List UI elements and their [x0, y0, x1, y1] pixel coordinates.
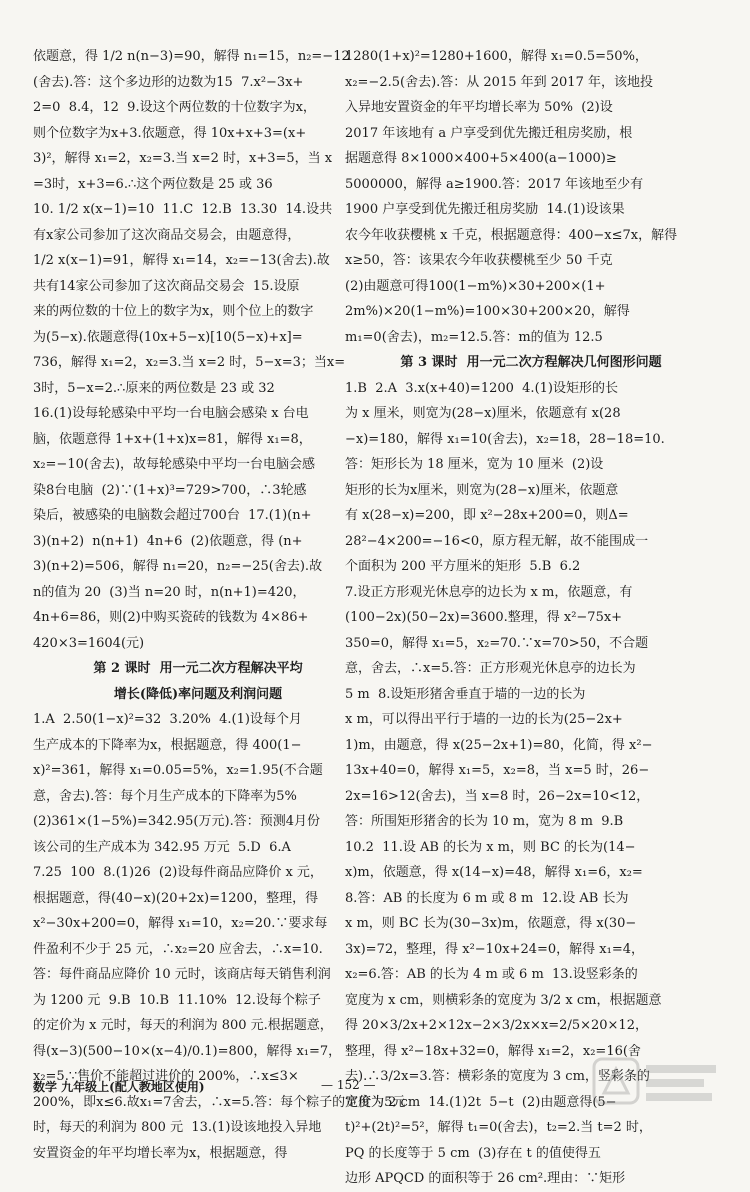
text-line: 得(x−3)(500−10×(x−4)/0.1)=800，解得 x₁=7， [33, 1043, 342, 1059]
text-line: (舍去).答：这个多边形的边数为15 7.x²−3x+ [33, 74, 304, 90]
text-line: 时，每天的利润为 800 元 13.(1)设该地投入异地 [33, 1120, 322, 1135]
text-line: 3x)=72，整理，得 x²−10x+24=0，解得 x₁=4， [345, 941, 644, 957]
text-line: 736，解得 x₁=2，x₂=3.当 x=2 时，5−x=3；当x= [33, 355, 346, 370]
text-line: 件盈利不少于 25 元，∴x₂=20 应舍去，∴x=10. [33, 941, 323, 957]
text-line: 染后，被感染的电脑数会超过700台 17.(1)(n+ [33, 508, 312, 523]
text-line: 边形 APQCD 的面积等于 26 cm².理由：∵矩形 [345, 1171, 626, 1186]
text-line: 有x家公司参加了这次商品交易会，由题意得， [33, 227, 301, 243]
text-line: t)²+(2t)²=5²，解得 t₁=0(舍去)，t₂=2.当 t=2 时， [345, 1120, 652, 1135]
text-line: 10.2 11.设 AB 的长为 x m，则 BC 的长为(14− [345, 839, 636, 855]
text-line: 28²−4×200=−16<0，原方程无解，故不能围成一 [345, 533, 649, 549]
text-line: 200%，即x≤6.故x₁=7舍去，∴x=5.答：每个粽子的定价为5元 [33, 1094, 406, 1110]
text-line: 答：所围矩形猪舍的长为 10 m，宽为 8 m 9.B [345, 814, 624, 829]
text-line: 个面积为 200 平方厘米的矩形 5.B 6.2 [345, 559, 581, 574]
text-line: 420×3=1604(元) [33, 635, 145, 651]
text-line: 染8台电脑 (2)∵(1+x)³=729>700，∴3轮感 [33, 482, 307, 498]
text-line: (2)由题意可得100(1−m%)×30+200×(1+ [345, 278, 606, 294]
text-line: 入异地安置资金的年平均增长率为 50% (2)设 [345, 100, 613, 115]
text-line: 3)(n+2)=506，解得 n₁=20，n₂=−25(舍去).故 [33, 559, 323, 574]
text-line: 1/2 x(x−1)=91，解得 x₁=14，x₂=−13(舍去).故 [33, 253, 330, 268]
text-line: 为 x 厘米，则宽为(28−x)厘米，依题意有 x(28 [345, 406, 621, 421]
text-line: x m，则 BC 长为(30−3x)m，依题意，得 x(30− [345, 916, 637, 931]
text-line: 矩形的长为x厘米，则宽为(28−x)厘米，依题意 [345, 482, 619, 498]
text-line: 1)m，由题意，得 x(25−2x+1)=80，化简，得 x²− [345, 737, 653, 753]
text-line: 3时，5−x=2.∴原来的两位数是 23 或 32 [33, 380, 275, 396]
text-line: 意，舍去，∴x=5.答：正方形观光休息亭的边长为 [345, 661, 636, 676]
text-line: 8.答：AB 的长度为 6 m 或 8 m 12.设 AB 长为 [345, 890, 629, 906]
text-line: 7.25 100 8.(1)26 (2)设每件商品应降价 x 元， [33, 865, 323, 880]
text-line: −x)=180，解得 x₁=10(舍去)，x₂=18，28−18=10. [345, 431, 665, 447]
text-line: 1.A 2.50(1−x)²=32 3.20% 4.(1)设每个月 [33, 712, 302, 727]
text-line: (100−2x)(50−2x)=3600.整理，得 x²−75x+ [345, 610, 623, 625]
text-line: 则个位数字为x+3.依题意，得 10x+x+3=(x+ [33, 125, 307, 141]
text-line: 的定价为 x 元时，每天的利润为 800 元.根据题意， [33, 1018, 333, 1033]
text-line: 7.设正方形观光休息亭的边长为 x m，依题意，有 [345, 584, 633, 600]
text-line: 1900 户享受到优先搬迁租房奖励 14.(1)设该果 [345, 202, 625, 217]
text-line: 为(5−x).依题意得(10x+5−x)[10(5−x)+x]= [33, 329, 303, 345]
text-line: 答：矩形长为 18 厘米，宽为 10 厘米 (2)设 [345, 457, 604, 472]
text-line: x²−30x+200=0，解得 x₁=10，x₂=20.∵要求每 [33, 916, 328, 931]
text-line: 第 2 课时 用一元二次方程解决平均 [93, 661, 303, 676]
text-line: 共有14家公司参加了这次商品交易会 15.设原 [33, 278, 300, 294]
text-line: (2)361×(1−5%)=342.95(万元).答：预测4月份 [33, 814, 320, 829]
text-line: 5000000，解得 a≥1900.答：2017 年该地至少有 [345, 176, 644, 192]
text-line: 安置资金的年平均增长率为x，根据题意，得 [33, 1145, 288, 1161]
left-column [33, 44, 406, 1166]
text-line: 答：每件商品应降价 10 元时，该商店每天销售利润 [33, 967, 331, 982]
text-line: 增长(降低)率问题及利润问题 [113, 686, 283, 702]
text-line: 据题意得 8×1000×400+5×400(a−1000)≥ [345, 151, 617, 166]
text-line: x₂=6.答：AB 的长为 4 m 或 6 m 13.设竖彩条的 [345, 967, 638, 982]
text-line: 16.(1)设每轮感染中平均一台电脑会感染 x 台电 [33, 406, 309, 421]
text-line: 为 1200 元 9.B 10.B 11.10% 12.设每个粽子 [33, 992, 321, 1008]
text-line: x m，可以得出平行于墙的一边的长为(25−2x+ [345, 712, 623, 727]
footer-subject: 数学 九年级上(配人教地区使用) [33, 1080, 205, 1094]
text-line: 2=0 8.4，12 9.设这个两位数的十位数字为x， [33, 100, 316, 115]
text-line: PQ 的长度等于 5 cm (3)存在 t 的值使得五 [345, 1145, 601, 1161]
text-line: x≥50，答：该果农今年收获樱桃至少 50 千克 [345, 253, 613, 268]
text-line: m₁=0(舍去)，m₂=12.5.答：m的值为 12.5 [345, 329, 603, 345]
text-line: 根据题意，得(40−x)(20+2x)=1200，整理，得 [33, 890, 319, 906]
text-line: 整理，得 x²−18x+32=0，解得 x₁=2，x₂=16(舍 [345, 1043, 641, 1059]
text-line: 350=0，解得 x₁=5，x₂=70.∵x=70>50，不合题 [345, 635, 649, 651]
text-line: x₂=5.∵售价不能超过进价的 200%，∴x≤3× [33, 1069, 299, 1084]
text-line: =3时，x+3=6.∴这个两位数是 25 或 36 [33, 176, 273, 192]
text-line: x₂=−2.5(舍去).答：从 2015 年到 2017 年，该地投 [345, 74, 653, 90]
text-line: 2m%)×20(1−m%)=100×30+200×20，解得 [345, 304, 630, 319]
text-line: 农今年收获樱桃 x 千克，根据题意得：400−x≤7x，解得 [345, 227, 678, 243]
text-line: 来的两位数的十位上的数字为x，则个位上的数字 [33, 304, 314, 319]
text-line: n的值为 20 (3)当 n=20 时，n(n+1)=420， [33, 584, 306, 600]
text-line: 生产成本的下降率为x，根据题意，得 400(1− [33, 737, 302, 753]
text-line: 10. 1/2 x(x−1)=10 11.C 12.B 13.30 14.设共 [33, 202, 333, 217]
text-line: 1.B 2.A 3.x(x+40)=1200 4.(1)设矩形的长 [345, 380, 618, 396]
text-line: 该公司的生产成本为 342.95 万元 5.D 6.A [33, 839, 291, 855]
text-line: 依题意，得 1/2 n(n−3)=90，解得 n₁=15，n₂=−12 [33, 49, 350, 64]
text-line: 宽度为 2 cm 14.(1)2t 5−t (2)由题意得(5− [345, 1094, 617, 1110]
text-line: x)²=361，解得 x₁=0.05=5%，x₂=1.95(不合题 [33, 763, 323, 778]
text-line: 意，舍去).答：每个月生产成本的下降率为5% [33, 788, 297, 804]
right-column [345, 44, 717, 1192]
watermark-logo [592, 1055, 722, 1107]
text-line: 3)²，解得 x₁=2，x₂=3.当 x=2 时，x+3=5，当 x [33, 151, 333, 166]
text-line: 去).∴3/2x=3.答：横彩条的宽度为 3 cm，竖彩条的 [345, 1069, 650, 1084]
text-line: 2017 年该地有 a 户享受到优先搬迁租房奖励，根 [345, 125, 633, 141]
page-number: — 152 — [321, 1078, 376, 1092]
text-line: 宽度为 x cm，则横彩条的宽度为 3/2 x cm，根据题意 [345, 992, 662, 1008]
text-line: x₂=−10(舍去)，故每轮感染中平均一台电脑会感 [33, 457, 316, 472]
text-line: 5 m 8.设矩形猪舍垂直于墙的一边的长为 [345, 686, 586, 702]
text-line: 得 20×3/2x+2×12x−2×3/2x×x=2/5×20×12， [345, 1018, 648, 1033]
text-line: 1280(1+x)²=1280+1600，解得 x₁=0.5=50%， [345, 49, 648, 64]
text-line: x)m，依题意，得 x(14−x)=48，解得 x₁=6，x₂= [345, 865, 643, 880]
text-line: 3)(n+2) n(n+1) 4n+6 (2)依题意，得 (n+ [33, 533, 303, 549]
text-line: 4n+6=86，则(2)中购买瓷砖的钱数为 4×86+ [33, 610, 309, 625]
text-line: 13x+40=0，解得 x₁=5，x₂=8，当 x=5 时，26− [345, 763, 650, 778]
text-line: 有 x(28−x)=200，即 x²−28x+200=0，则Δ= [345, 508, 629, 523]
text-line: 第 3 课时 用一元二次方程解决几何图形问题 [400, 355, 662, 370]
text-line: 脑，依题意得 1+x+(1+x)x=81，解得 x₁=8， [33, 431, 312, 447]
text-line: 2x=16>12(舍去)，当 x=8 时，26−2x=10<12， [345, 788, 650, 804]
